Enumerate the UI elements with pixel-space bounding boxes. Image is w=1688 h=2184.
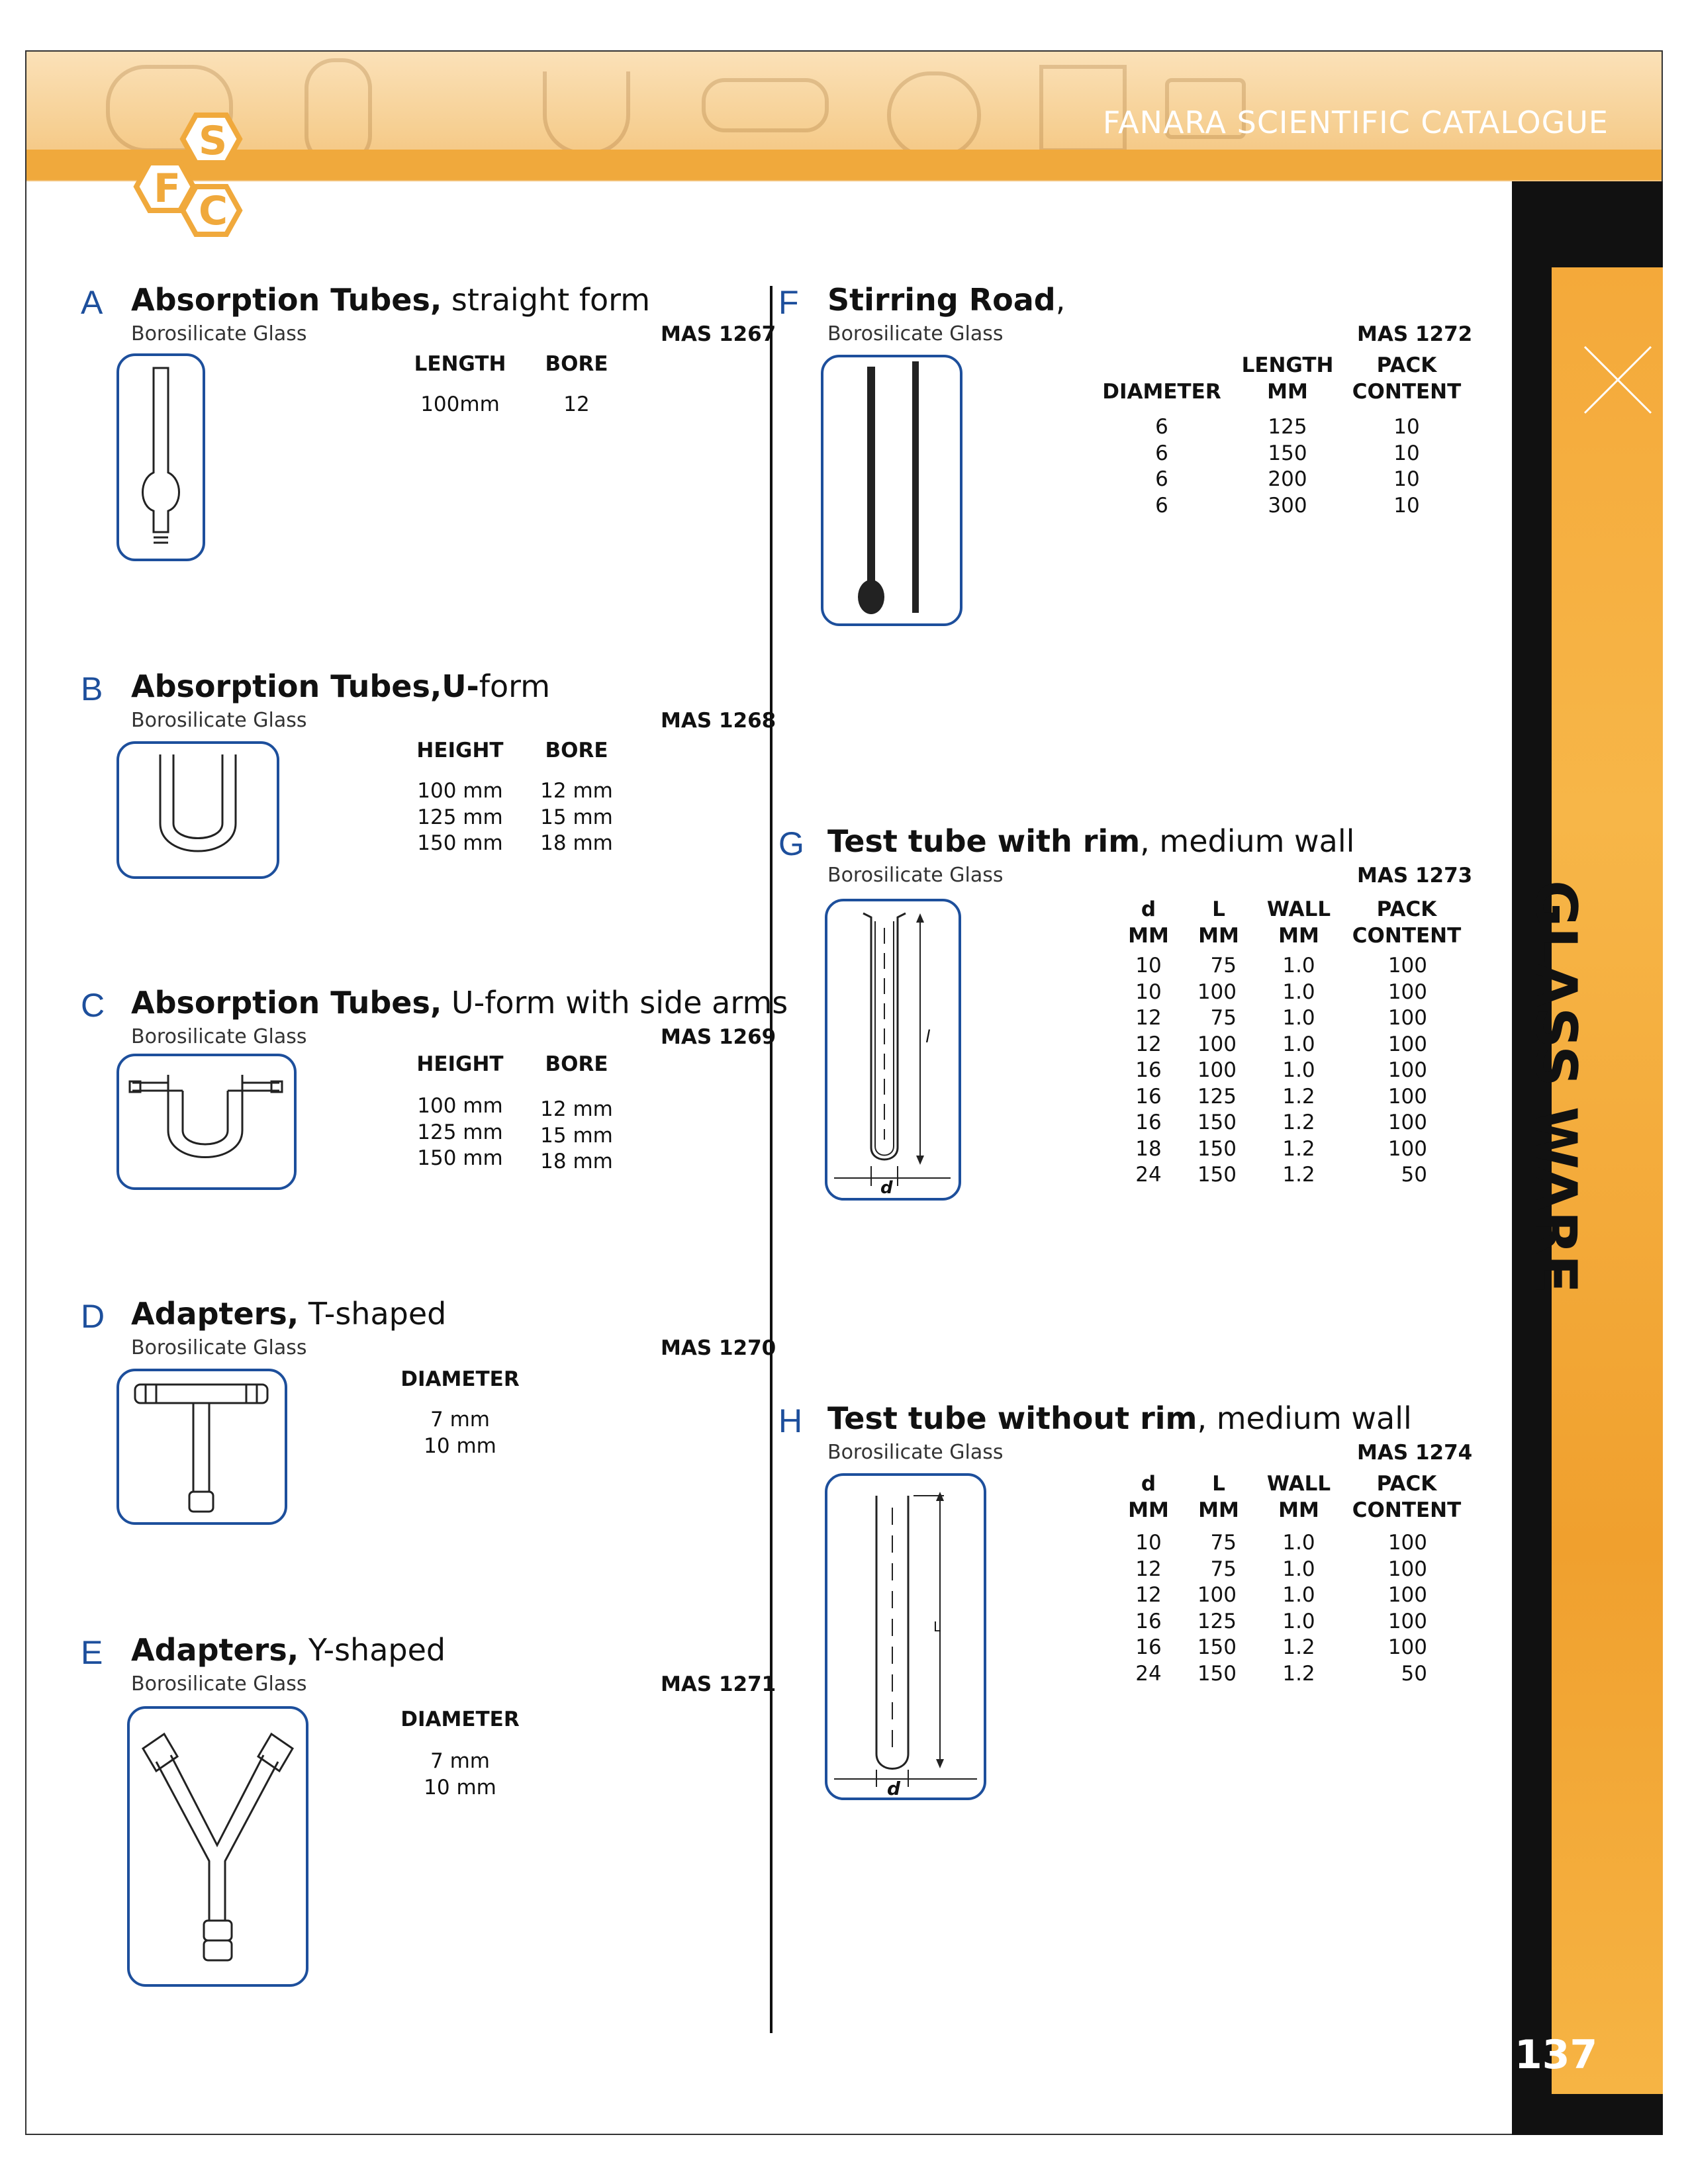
col-header: HEIGHT	[416, 1052, 504, 1076]
col-header: BORE	[545, 739, 608, 762]
product-code: MAS 1273	[1357, 864, 1473, 887]
section-letter: E	[81, 1634, 103, 1671]
col-header: L MM	[1198, 1472, 1239, 1522]
section-title	[827, 1400, 1412, 1436]
col-values: 10 10 10 10	[1393, 415, 1420, 518]
col-values: 100 mm 125 mm 150 mm	[417, 779, 503, 855]
section-letter: F	[778, 284, 799, 321]
product-code: MAS 1268	[661, 709, 776, 733]
col-header: HEIGHT	[416, 739, 504, 762]
col-values: 75 75 100 125 150 150	[1197, 1531, 1237, 1686]
sparkle-icon	[1512, 261, 1663, 459]
product-code: MAS 1272	[1357, 322, 1473, 346]
col-values: 1.0 1.0 1.0 1.0 1.2 1.2	[1282, 1531, 1315, 1686]
product-code: MAS 1267	[661, 322, 776, 346]
section-title	[131, 282, 650, 318]
title-bold: Test tube without rim	[827, 1400, 1197, 1436]
title-rest: form	[479, 668, 551, 704]
stirring-rod-icon	[823, 357, 960, 623]
column-divider	[770, 286, 773, 2033]
col-values: 7 mm 10 mm	[424, 1749, 496, 1799]
col-header: DIAMETER	[400, 1707, 520, 1731]
col-header: WALL MM	[1266, 1472, 1331, 1522]
title-bold: Absorption Tubes,	[131, 282, 442, 318]
col-values: 100 100 100 100 100 50	[1387, 1531, 1427, 1686]
logo-letter-f: F	[154, 165, 181, 212]
sidebar-label	[1523, 880, 1655, 1343]
col-header: PACK CONTENT	[1352, 1472, 1462, 1522]
product-code: MAS 1271	[661, 1672, 776, 1696]
section-letter: B	[81, 670, 103, 707]
col-header: LENGTH MM	[1241, 353, 1334, 404]
material-label: Borosilicate Glass	[131, 1672, 307, 1696]
material-label: Borosilicate Glass	[131, 322, 307, 345]
product-image	[825, 1473, 986, 1800]
product-image	[117, 1369, 287, 1525]
product-image	[117, 1054, 297, 1190]
material-label: Borosilicate Glass	[131, 1025, 307, 1048]
product-image	[821, 355, 962, 626]
section-letter: A	[81, 284, 103, 321]
decor-glassware	[543, 71, 630, 155]
col-values: 12 mm 15 mm 18 mm	[540, 1097, 613, 1173]
u-tube-icon	[119, 744, 277, 876]
col-values: 75 100 75 100 100 125 150 150 150	[1197, 954, 1237, 1187]
col-values: 10 10 12 12 16 16 16 18 24	[1135, 954, 1162, 1187]
section-title	[827, 823, 1354, 859]
col-values: 1.0 1.0 1.0 1.0 1.0 1.2 1.2 1.2 1.2	[1282, 954, 1315, 1187]
title-rest: , medium wall	[1140, 823, 1355, 859]
title-rest: straight form	[442, 282, 651, 318]
title-rest: Y-shaped	[299, 1632, 446, 1668]
col-header: d MM	[1128, 897, 1169, 948]
col-values: 100mm	[420, 392, 500, 416]
col-values: 7 mm 10 mm	[424, 1408, 496, 1458]
col-header: d MM	[1128, 1472, 1169, 1522]
col-header: L MM	[1198, 897, 1239, 948]
col-values: 100 mm 125 mm 150 mm	[417, 1094, 503, 1170]
product-code: MAS 1270	[661, 1336, 776, 1360]
col-header: DIAMETER	[400, 1367, 520, 1391]
section-letter: C	[81, 987, 105, 1024]
title-rest: T-shaped	[299, 1296, 447, 1332]
section-title	[827, 282, 1065, 318]
product-code: MAS 1274	[1357, 1441, 1473, 1465]
product-image	[127, 1706, 308, 1987]
catalogue-title: FANARA SCIENTIFIC CATALOGUE	[1102, 105, 1609, 140]
fsc-logo	[130, 106, 275, 238]
t-adapter-icon	[119, 1371, 285, 1522]
section-title	[131, 985, 788, 1021]
test-tube-no-rim-icon	[827, 1476, 984, 1797]
title-bold: Stirring Road	[827, 282, 1056, 318]
material-label: Borosilicate Glass	[131, 709, 307, 732]
diagram-label-d: d	[880, 1178, 893, 1198]
title-bold: Adapters,	[131, 1632, 299, 1668]
product-image	[117, 741, 279, 879]
col-header: WALL MM	[1266, 897, 1331, 948]
test-tube-rim-icon	[827, 901, 959, 1198]
material-label: Borosilicate Glass	[131, 1336, 307, 1359]
title-bold: Absorption Tubes,	[131, 985, 442, 1021]
title-rest: ,	[1055, 282, 1066, 318]
u-tube-side-arms-icon	[119, 1056, 294, 1187]
section-letter: D	[81, 1298, 105, 1335]
diagram-label-l: l	[925, 1027, 931, 1047]
material-label: Borosilicate Glass	[827, 1441, 1004, 1464]
title-bold: Adapters,	[131, 1296, 299, 1332]
logo-letter-s: S	[199, 118, 228, 164]
section-title	[131, 668, 550, 704]
section-title	[131, 1296, 446, 1332]
col-header: PACK CONTENT	[1352, 897, 1462, 948]
section-letter: H	[778, 1402, 803, 1439]
section-title	[131, 1632, 445, 1668]
diagram-label-l: L	[933, 1619, 941, 1635]
col-values: 12 mm 15 mm 18 mm	[540, 779, 613, 855]
col-header: BORE	[545, 1052, 608, 1076]
material-label: Borosilicate Glass	[827, 864, 1004, 887]
col-values: 100 100 100 100 100 100 100 100 50	[1387, 954, 1427, 1187]
y-adapter-icon	[130, 1709, 306, 1984]
page-number: 137	[1515, 2032, 1598, 2078]
col-header: PACK CONTENT	[1352, 353, 1462, 404]
absorption-tube-straight-icon	[119, 356, 203, 559]
section-letter: G	[778, 825, 804, 862]
col-values: 6 6 6 6	[1155, 415, 1168, 518]
product-code: MAS 1269	[661, 1025, 776, 1049]
decor-glassware	[887, 71, 981, 159]
col-values: 12	[563, 392, 590, 416]
diagram-label-d: d	[887, 1778, 901, 1799]
glass-ware-label: GLASS WARE	[1523, 880, 1589, 1294]
decor-glassware	[702, 78, 829, 132]
col-header: LENGTH	[414, 352, 506, 376]
col-header: DIAMETER	[1102, 380, 1221, 404]
col-values: 125 150 200 300	[1268, 415, 1307, 518]
col-values: 10 12 12 16 16 24	[1135, 1531, 1162, 1686]
product-image	[117, 353, 205, 561]
product-image	[825, 899, 961, 1201]
logo-letter-c: C	[199, 188, 228, 234]
title-rest: U-form with side arms	[442, 985, 788, 1021]
title-bold: Absorption Tubes,U-	[131, 668, 479, 704]
title-bold: Test tube with rim	[827, 823, 1141, 859]
col-header: BORE	[545, 352, 608, 376]
material-label: Borosilicate Glass	[827, 322, 1004, 345]
title-rest: , medium wall	[1197, 1400, 1412, 1436]
